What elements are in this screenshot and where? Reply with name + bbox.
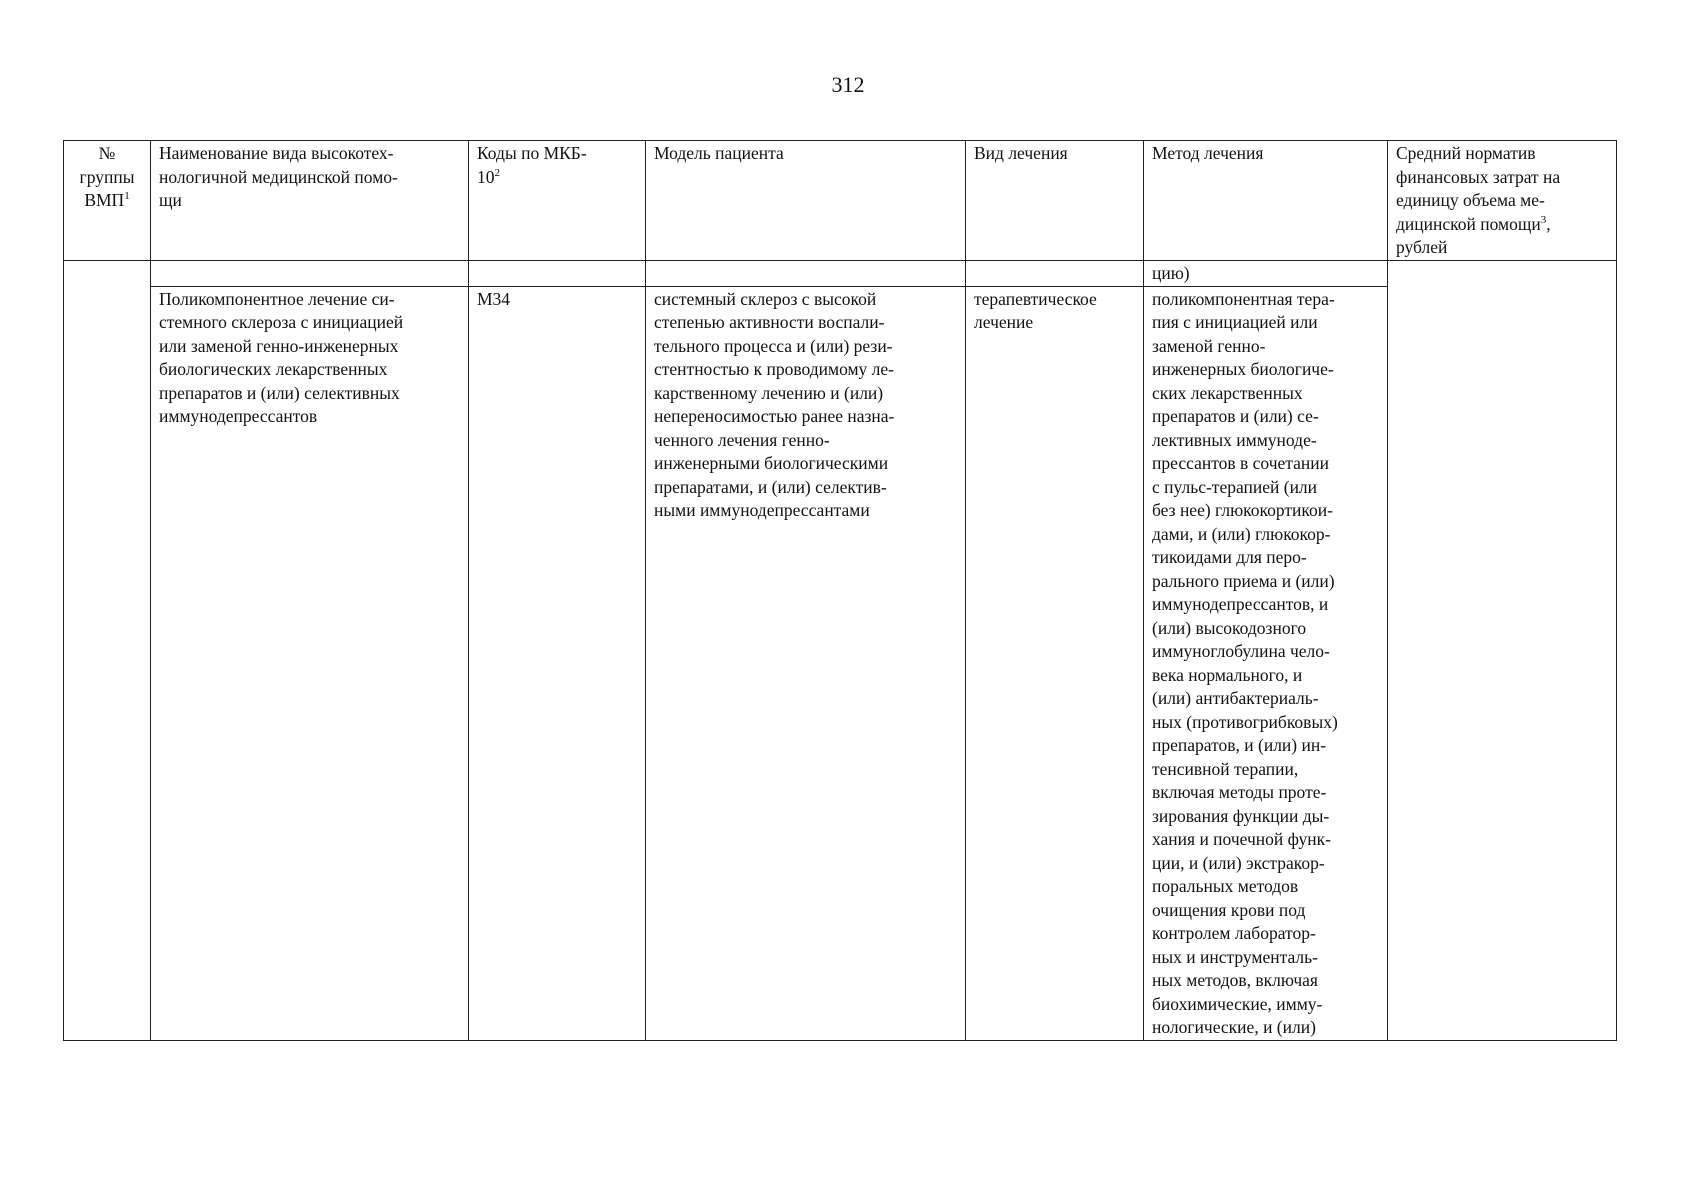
continuation-model-cell [646,261,966,287]
header-group-line2: группы [79,166,135,187]
header-name-text: Наименование вида высокотех- нологичной медицинской помо- щи [159,143,398,210]
vmp-table [63,140,1617,1041]
header-codes [469,141,646,261]
header-method-text: Метод лечения [1152,143,1264,163]
continuation-treatment-cell [966,261,1144,287]
header-codes-text: Коды по МКБ- 10 [477,143,587,187]
footnote-2-marker: 2 [494,166,500,179]
footnote-3-marker: 3 [1540,213,1547,226]
table-header-row [64,141,1617,261]
header-group-line1: № [98,143,116,163]
header-group-number [64,141,151,261]
row-method-text: поликомпонентная тера- пия с инициацией или заменой генно- инженерных биологиче- ских лекарственных препаратов и (или) се- лективных иммуноде- прессантов в сочетании с пульс-терапией (или без нее) глюкокортикои- дами, и (или) глюкокор- тикоидами для перо- рального приема и (или) иммунодепрессантов, и (или) высокодозного иммуноглобулина чело- века нормального, и (или) антибактериаль- ных (противогрибковых) препаратов, и (или) ин- тенсивной терапии, включая методы проте- зирования функции ды- хания и почечной функ- ции, и (или) экстракор- поральных методов очищения крови под контролем лаборатор- ных и инструменталь- ных методов, включая биохимические, имму- нологические, и (или) [1152,288,1338,1037]
continuation-method-cell [1144,261,1388,287]
header-group-line3: ВМП [84,190,125,210]
header-model [646,141,966,261]
header-cost-unit: , рублей [1396,213,1551,257]
row-code-text: M34 [477,288,511,309]
cost-cell [1388,261,1617,1041]
row-treatment-type-cell [966,286,1144,1040]
header-cost-text: Средний норматив финансовых затрат на единицу объема ме- дицинской помощи [1396,143,1561,234]
header-treatment-type-text: Вид лечения [974,143,1068,163]
header-name [151,141,469,261]
row-method-cell [1144,286,1388,1040]
continuation-codes-cell [469,261,646,287]
page-number: 312 [831,72,865,97]
row-name-cell [151,286,469,1040]
group-number-cell [64,261,151,1041]
header-method [1144,141,1388,261]
table-row [64,286,1617,1040]
header-cost [1388,141,1617,261]
header-treatment-type [966,141,1144,261]
row-model-cell [646,286,966,1040]
continuation-method-text: цию) [1152,263,1190,283]
row-name-text: Поликомпонентное лечение си- стемного склероза с инициацией или заменой генно-инженерных биологических лекарственных препаратов и (или) селективных иммунодепрессантов [159,288,404,426]
continuation-name-cell [151,261,469,287]
footnote-1-marker: 1 [124,190,130,203]
header-model-text: Модель пациента [654,143,784,163]
row-treatment-type-text: терапевтическое лечение [974,288,1097,332]
row-model-text: системный склероз с высокой степенью активности воспали- тельного процесса и (или) рези- стентностью к проводимому ле- карственному лечению и (или) непереносимостью ранее назна- ченного лечения генно- инженерными биологическими препаратами, и (или) селектив- ными иммунодепрессантами [654,288,895,520]
row-code-cell [469,286,646,1040]
continuation-row [64,261,1617,287]
